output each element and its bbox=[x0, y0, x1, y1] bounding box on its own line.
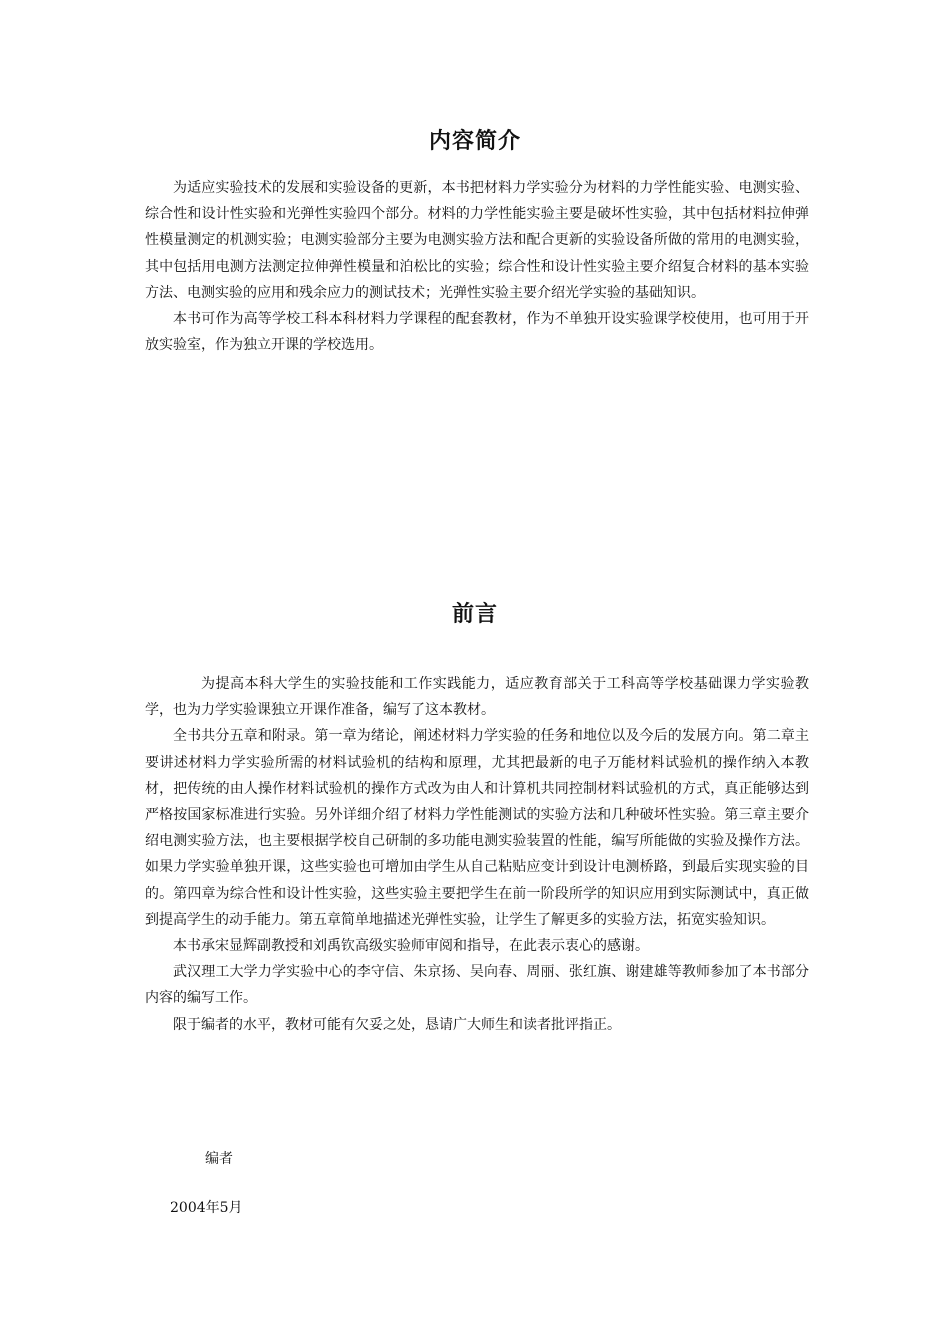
intro-body bbox=[145, 175, 809, 358]
intro-title: 内容简介 bbox=[428, 129, 521, 154]
intro-paragraph: 为适应实验技术的发展和实验设备的更新，本书把材料力学实验分为材料的力学性能实验、电测实验、综合性和设计性实验和光弹性实验四个部分。材料的力学性能实验主要是破坏性实验，其中包括材料拉伸弹性模量测定的机测实验；电测实验部分主要为电测实验方法和配合更新的实验设备所做的常用的电测实验，其中包括用电测方法测定拉伸弹性模量和泊松比的实验；综合性和设计性实验主要介绍复合材料的基本实验方法、电测实验的应用和残余应力的测试技术；光弹性实验主要介绍光学实验的基础知识。 bbox=[145, 180, 809, 301]
preface-paragraph: 限于编者的水平，教材可能有欠妥之处，恳请广大师生和读者批评指正。 bbox=[173, 1016, 621, 1033]
preface-paragraph: 为提高本科大学生的实验技能和工作实践能力，适应教育部关于工科高等学校基础课力学实验教学，也为力学实验课独立开课作准备，编写了这本教材。 bbox=[145, 676, 809, 719]
preface-title: 前言 bbox=[451, 602, 498, 627]
preface-body bbox=[145, 671, 809, 1038]
preface-date: 2004年5月 bbox=[170, 1200, 243, 1216]
preface-paragraph: 全书共分五章和附录。第一章为绪论，阐述材料力学实验的任务和地位以及今后的发展方向。第二章主要讲述材料力学实验所需的材料试验机的结构和原理，尤其把最新的电子万能材料试验机的操作纳入本教材，把传统的由人操作材料试验机的操作方式改为由人和计算机共同控制材料试验机的方式，真正能够达到严格按国家标准进行实验。另外详细介绍了材料力学性能测试的实验方法和几种破坏性实验。第三章主要介绍电测实验方法，也主要根据学校自己研制的多功能电测实验装置的性能，编写所能做的实验及操作方法。如果力学实验单独开课，这些实验也可增加由学生从自己粘贴应变计到设计电测桥路，到最后实现实验的目的。第四章为综合性和设计性实验，这些实验主要把学生在前一阶段所学的知识应用到实际测试中，真正做到提高学生的动手能力。第五章简单地描述光弹性实验，让学生了解更多的实验方法，拓宽实验知识。 bbox=[145, 728, 809, 928]
intro-paragraph: 本书可作为高等学校工科本科材料力学课程的配套教材，作为不单独开设实验课学校使用，也可用于开放实验室，作为独立开课的学校选用。 bbox=[145, 311, 809, 354]
preface-paragraph: 武汉理工大学力学实验中心的李守信、朱京扬、吴向春、周丽、张红旗、谢建雄等教师参加了本书部分内容的编写工作。 bbox=[145, 964, 809, 1007]
preface-signature: 编者 bbox=[205, 1151, 233, 1167]
preface-paragraph: 本书承宋显辉副教授和刘禹钦高级实验师审阅和指导，在此表示衷心的感谢。 bbox=[173, 938, 649, 955]
